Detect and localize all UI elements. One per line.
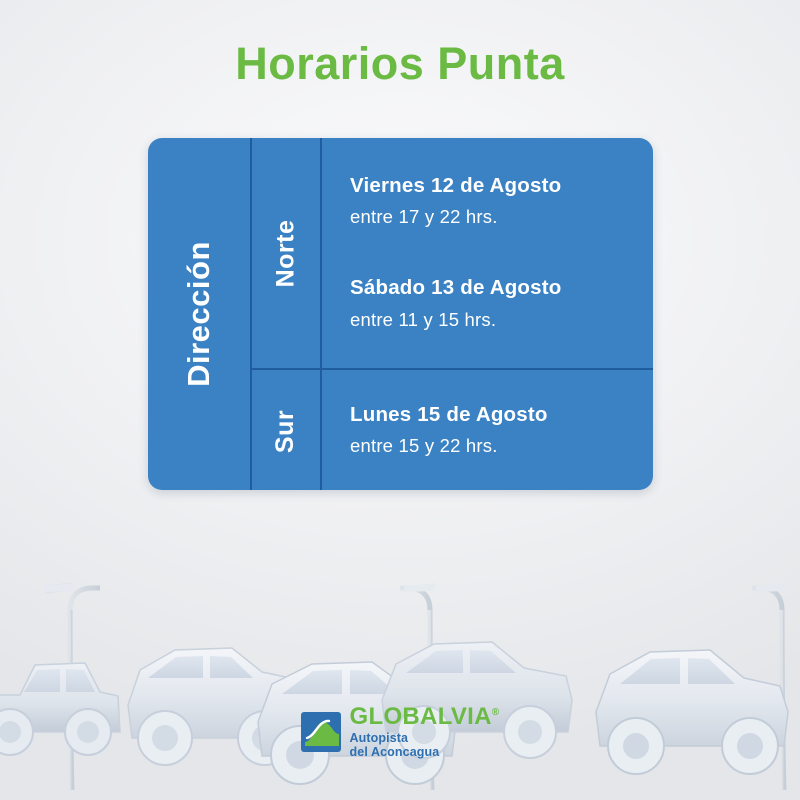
row-label-sur bbox=[252, 370, 322, 490]
logo-subtitle-line2: del Aconcagua bbox=[349, 744, 440, 759]
entry-hours: entre 17 y 22 hrs. bbox=[350, 206, 498, 228]
entry-hours: entre 11 y 15 hrs. bbox=[350, 308, 497, 330]
logo-text-block bbox=[350, 705, 500, 758]
direction-header-cell bbox=[148, 138, 252, 490]
schedule-rows bbox=[252, 138, 653, 490]
table-row bbox=[252, 138, 653, 370]
schedule-entry bbox=[350, 275, 639, 333]
row-label-text: Sur bbox=[271, 409, 300, 453]
table-row bbox=[252, 370, 653, 490]
row-label-norte bbox=[252, 138, 322, 368]
logo-registered-mark: ® bbox=[491, 707, 500, 718]
entry-hours: entre 15 y 22 hrs. bbox=[350, 435, 498, 457]
schedule-entry bbox=[350, 173, 639, 231]
row-content-norte bbox=[322, 138, 653, 368]
logo-subtitle-line1: Autopista bbox=[349, 731, 409, 745]
globalvia-icon bbox=[301, 712, 341, 752]
direction-label: Dirección bbox=[181, 241, 216, 387]
schedule-entry bbox=[350, 402, 639, 460]
logo-name bbox=[350, 705, 500, 729]
page-title: Horarios Punta bbox=[235, 38, 565, 89]
logo-name-text: GLOBALVIA bbox=[349, 703, 492, 730]
row-label-text: Norte bbox=[271, 219, 300, 287]
entry-day: Viernes 12 de Agosto bbox=[350, 173, 562, 197]
row-content-sur bbox=[322, 370, 653, 490]
entry-day: Lunes 15 de Agosto bbox=[350, 402, 548, 426]
brand-logo bbox=[0, 705, 800, 758]
entry-day: Sábado 13 de Agosto bbox=[350, 276, 562, 299]
schedule-table bbox=[148, 138, 653, 490]
